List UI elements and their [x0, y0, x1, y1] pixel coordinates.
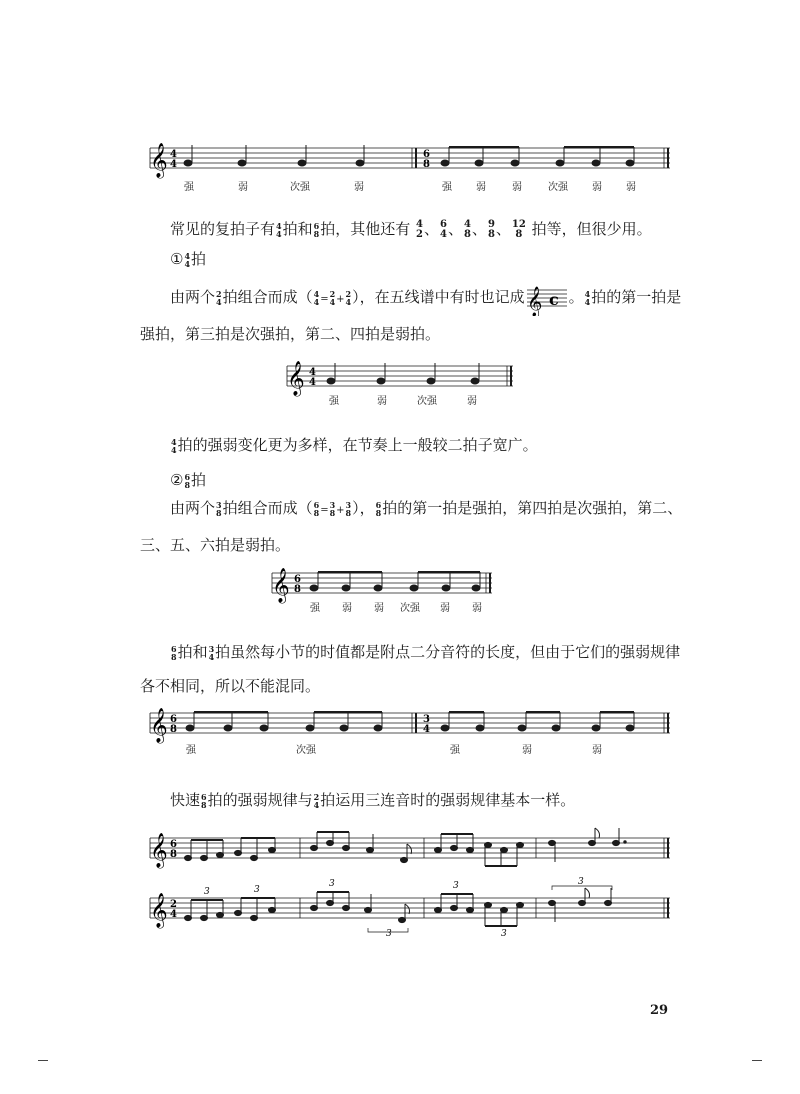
svg-text:2: 2: [170, 899, 177, 910]
staff-68: [270, 567, 495, 617]
beat-label: 次强: [290, 182, 310, 193]
fraction: 9 8: [487, 219, 495, 240]
beat-label: 弱: [467, 396, 477, 407]
beat-label: 弱: [626, 182, 636, 193]
time-sig-num: 6: [423, 149, 430, 160]
staff-44-68-comparison: [140, 140, 680, 200]
fraction: 4 8: [463, 219, 471, 240]
time-sig-den: 4: [170, 159, 177, 170]
paragraph-44-explanation: 由两个 2 4 拍组合而成（ 4 4 = 2 4 + 2 4 ），在五线谱中有时也记成 𝄞 c 。 4 4 拍的第一拍是强拍，第三拍是次强拍，第二、四拍是弱拍。: [140, 280, 685, 351]
triplet-marker: 3: [501, 929, 507, 939]
beat-label: 强: [442, 182, 452, 193]
fraction: 4 4: [276, 221, 282, 239]
fraction: 3 8: [345, 500, 352, 518]
fraction: 3 4: [208, 644, 215, 662]
beat-label: 弱: [377, 396, 387, 407]
beat-label: 弱: [354, 182, 364, 193]
staff-44: [285, 360, 515, 410]
paragraph-fast-68: 快速 6 8 拍的强弱规律与 2 4 拍运用三连音时的强弱规律基本一样。: [170, 791, 576, 810]
text: 常见的复拍子有: [170, 220, 276, 238]
svg-text:6: 6: [294, 574, 301, 585]
triplet-marker: 3: [204, 887, 210, 897]
staff-68-34-comparison: [140, 705, 680, 760]
heading-68: ② 6 8 拍: [170, 471, 207, 490]
fraction: 4 4: [184, 251, 191, 269]
beat-label: 弱: [472, 603, 482, 614]
fraction: 6 8: [184, 472, 191, 490]
beat-label: 弱: [592, 182, 602, 193]
beat-label: 强: [450, 745, 460, 756]
text: 拍，其他还有: [320, 220, 411, 238]
time-sig-num: 4: [170, 149, 177, 160]
triplet-marker: 3: [453, 881, 459, 891]
fraction: 2 4: [329, 289, 336, 307]
beat-label: 弱: [522, 745, 532, 756]
crop-mark: [752, 1060, 762, 1061]
svg-text:4: 4: [309, 367, 316, 378]
fraction: 4 4: [584, 289, 591, 307]
beat-label: 次强: [296, 745, 316, 756]
fraction: 6 8: [313, 221, 320, 239]
beat-label: 弱: [374, 603, 384, 614]
svg-text:4: 4: [170, 909, 177, 920]
triplet-marker: 3: [578, 877, 584, 887]
fraction: 3 8: [216, 500, 222, 518]
beat-label: 弱: [592, 745, 602, 756]
fraction: 4 4: [171, 437, 177, 455]
text: 拍和: [282, 220, 313, 238]
beat-label: 弱: [476, 182, 486, 193]
svg-text:4: 4: [309, 377, 316, 388]
svg-text:𝄞: 𝄞: [150, 833, 168, 868]
crop-mark: [38, 1060, 48, 1061]
svg-text:𝄞: 𝄞: [272, 568, 290, 603]
fraction: 2 4: [345, 289, 352, 307]
text: 拍等，但很少用。: [531, 220, 652, 238]
beat-label: 次强: [417, 396, 437, 407]
beat-label: 强: [184, 182, 194, 193]
page-number: 29: [650, 1003, 669, 1018]
beat-label: 强: [329, 396, 339, 407]
fraction: 2 4: [216, 289, 222, 307]
svg-text:𝄞: 𝄞: [287, 361, 305, 396]
paragraph-44-variation: 4 4 拍的强弱变化更为多样，在节奏上一般较二拍子宽广。: [171, 436, 538, 455]
svg-text:c: c: [548, 290, 559, 309]
svg-text:𝄞: 𝄞: [526, 287, 543, 316]
staff-melody-68: [140, 826, 680, 871]
beat-label: 强: [310, 603, 320, 614]
beat-label: 强: [186, 745, 196, 756]
fraction: 6 4: [439, 219, 447, 240]
paragraph-compound-meters: 常见的复拍子有 4 4 拍和 6 8 拍，其他还有 4 2 、 6 4 、 4 8 、 9 8 、 12 8 拍等，但很少用。: [170, 219, 652, 240]
beat-label: 弱: [342, 603, 352, 614]
svg-text:𝄞: 𝄞: [150, 893, 168, 928]
fraction: 6 8: [313, 500, 320, 518]
svg-text:6: 6: [170, 839, 177, 850]
triplet-marker: 3: [329, 879, 335, 889]
treble-clef: 𝄞: [150, 143, 168, 178]
fraction: 2 4: [313, 792, 320, 810]
svg-text:6: 6: [170, 714, 177, 725]
fraction: 6 8: [201, 792, 207, 810]
time-sig-den: 8: [423, 159, 430, 170]
fraction: 6 8: [171, 644, 177, 662]
beat-label: 弱: [238, 182, 248, 193]
beat-label: 弱: [512, 182, 522, 193]
fraction: 4 4: [313, 289, 320, 307]
svg-text:8: 8: [170, 849, 177, 860]
beat-label: 弱: [440, 603, 450, 614]
beat-label: 次强: [400, 603, 420, 614]
svg-text:8: 8: [294, 584, 301, 595]
staff-melody-24-triplets: [140, 877, 680, 940]
triplet-marker: 3: [254, 885, 260, 895]
paragraph-68-explanation: 由两个 3 8 拍组合而成（ 6 8 = 3 8 + 3 8 ）， 6 8 拍的第一拍是强拍，第四拍是次强拍，第二、三、五、六拍是弱拍。: [140, 499, 683, 554]
fraction: 3 8: [329, 500, 336, 518]
fraction: 12 8: [511, 219, 526, 240]
svg-text:8: 8: [170, 724, 177, 735]
fraction: 6 8: [375, 500, 382, 518]
svg-text:4: 4: [423, 724, 430, 735]
svg-text:3: 3: [423, 714, 430, 725]
beat-label: 次强: [548, 182, 568, 193]
common-time-staff: [525, 280, 569, 316]
heading-44: ① 4 4 拍: [170, 250, 207, 269]
fraction: 4 2: [415, 219, 423, 240]
svg-text:𝄞: 𝄞: [150, 708, 168, 743]
triplet-marker: 3: [386, 929, 392, 939]
paragraph-68-vs-34: 6 8 拍和 3 4 拍虽然每小节的时值都是附点二分音符的长度，但由于它们的强弱规律各不相同，所以不能混同。: [140, 643, 681, 695]
